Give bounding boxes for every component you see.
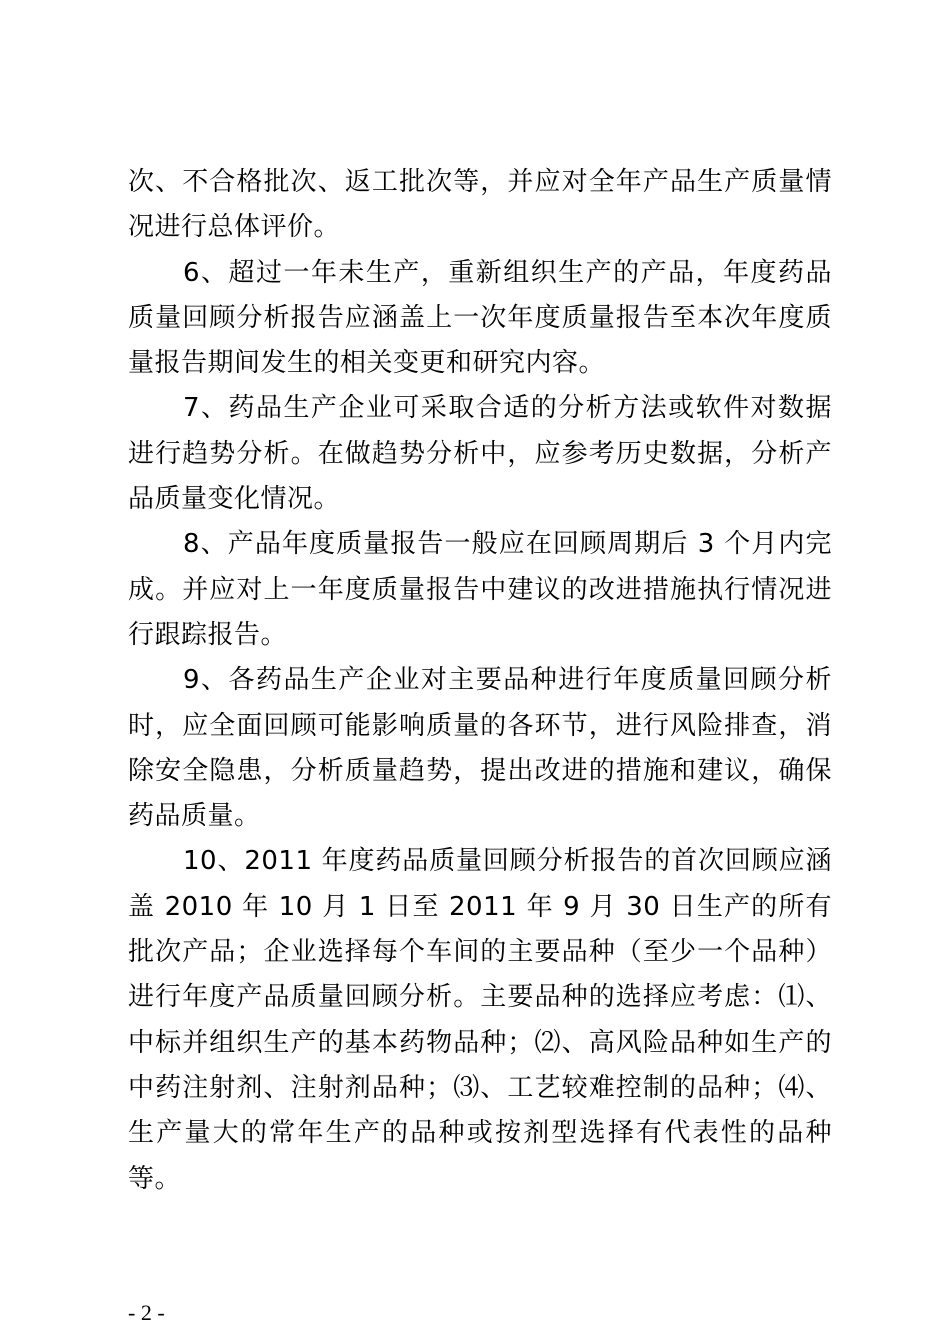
paragraph-continuation: 次、不合格批次、返工批次等，并应对全年产品生产质量情况进行总体评价。 (128, 167, 832, 243)
paragraph-item-8: 8、产品年度质量报告一般应在回顾周期后 3 个月内完成。并应对上一年度质量报告中建议的改进措施执行情况进行跟踪报告。 (128, 529, 832, 650)
document-body (128, 160, 832, 1202)
paragraph-item-7: 7、药品生产企业可采取合适的分析方法或软件对数据进行趋势分析。在做趋势分析中，应参考历史数据，分析产品质量变化情况。 (128, 393, 832, 515)
paragraph-item-9: 9、各药品生产企业对主要品种进行年度质量回顾分析时，应全面回顾可能影响质量的各环节，进行风险排查，消除安全隐患，分析质量趋势，提出改进的措施和建议，确保药品质量。 (128, 665, 832, 832)
paragraph-item-10: 10、2011 年度药品质量回顾分析报告的首次回顾应涵盖 2010 年 10 月 1 日至 2011 年 9 月 30 日生产的所有批次产品；企业选择每个车间的主要品种（至少一个品种）进行年度产品质量回顾分析。主要品种的选择应考虑：⑴、中标并组织生产的基本药物品种；⑵、高风险品种如生产的中药注射剂、注射剂品种；⑶、工艺较难控制的品种；⑷、生产量大的常年生产的品种或按剂型选择有代表性的品种等。 (128, 846, 832, 1194)
paragraph-item-6: 6、超过一年未生产，重新组织生产的产品，年度药品质量回顾分析报告应涵盖上一次年度质量报告至本次年度质量报告期间发生的相关变更和研究内容。 (128, 257, 832, 379)
page-number: - 2 - (128, 1300, 165, 1325)
